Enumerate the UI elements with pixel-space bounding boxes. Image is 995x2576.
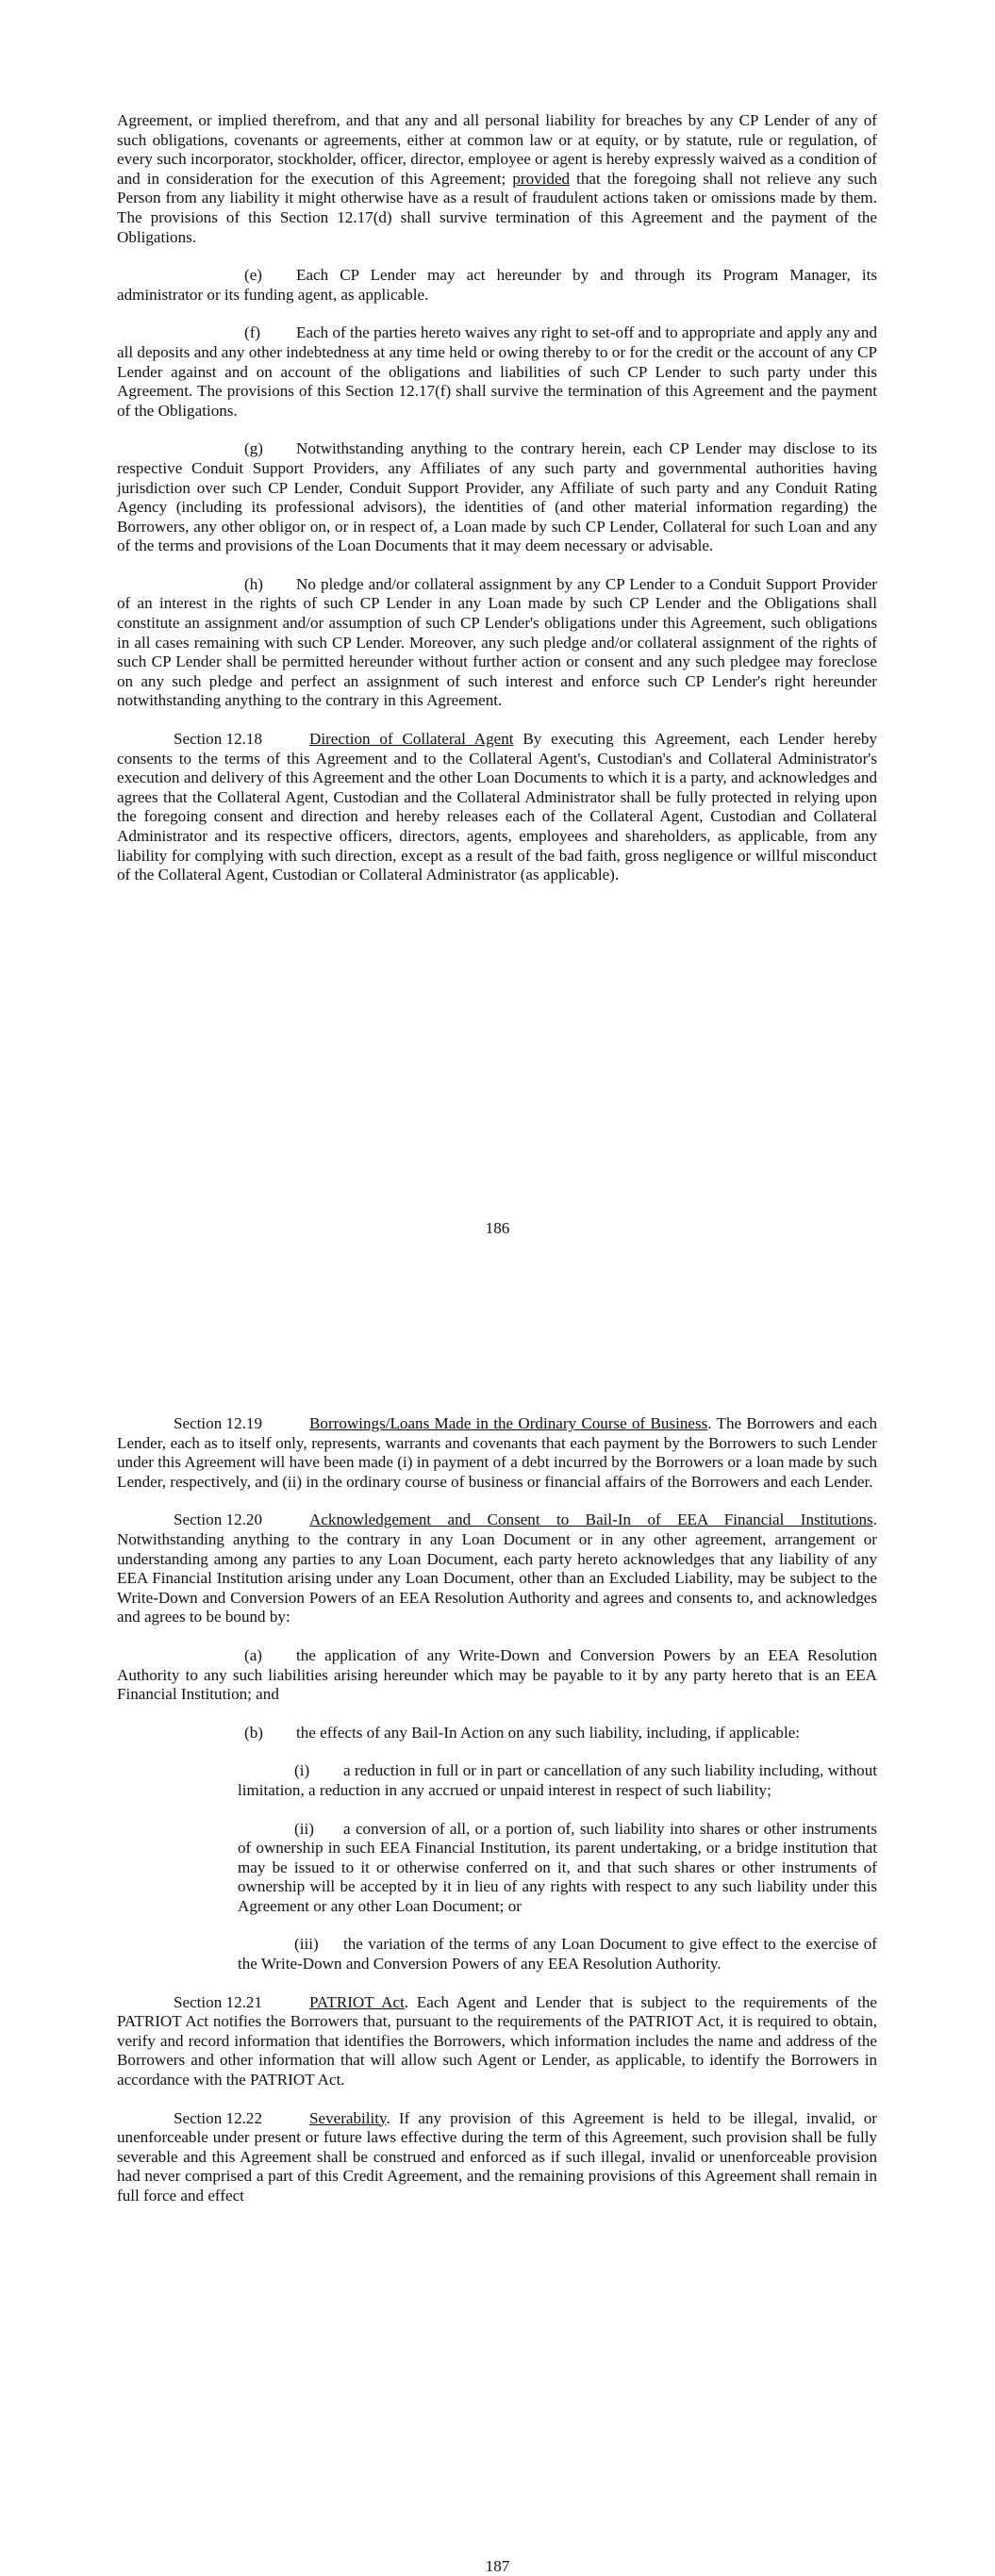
- paragraph-text: that the foregoing shall not relieve any such Person from any liability it might otherwise have as a result of fraudulent actions taken or omissions made by them. The provisions of this Section 12.17(d) shall survive termination of this Agreement and the payment of the Obligations.: [117, 169, 877, 246]
- paragraph-text: . Each Agent and Lender that is subject to the requirements of the PATRIOT Act notifies the Borrowers that, pursuant to the requirements of the PATRIOT Act, it is required to obtain, verify and record information that identifies the Borrowers, which information includes the name and address of the Borrowers and other information that will allow such Agent or Lender, as applicable, to identify the Borrowers in accordance with the PATRIOT Act.: [117, 1992, 877, 2089]
- paragraph-12-20-b-i: [117, 1761, 877, 1800]
- section-12-22: [117, 2109, 877, 2206]
- clause-label: (f): [244, 323, 261, 342]
- paragraph-text: a reduction in full or in part or cancellation of any such liability including, without limitation, a reduction in any accrued or unpaid interest in respect of such liability;: [238, 1761, 877, 1799]
- paragraph-text: . The Borrowers and each Lender, each as to itself only, represents, warrants and covenants that each payment by the Borrowers to such Lender under this Agreement will have been made (i) in payment of a debt incurred by the Borrowers or a loan made by such Lender, respectively, and (ii) in the ordinary course of business or financial affairs of the Borrowers and each Lender.: [117, 1414, 878, 1491]
- clause-label: (h): [244, 574, 263, 593]
- clause-label: (g): [244, 439, 263, 458]
- clause-label: (e): [244, 266, 262, 285]
- paragraph-text: . Notwithstanding anything to the contrary in any Loan Document or in any other agreement, arrangement or understanding among any parties to any Loan Document, each party hereto acknowledges that any liability of any EEA Financial Institution arising under any Loan Document, other than an Excluded Liability, may be subject to the Write-Down and Conversion Powers of an EEA Resolution Authority and agrees and consents to, and acknowledges and agrees to be bound by:: [117, 1511, 877, 1627]
- paragraph-12-17-h: [117, 575, 877, 711]
- clause-label: (ii): [294, 1819, 314, 1838]
- section-12-21: [117, 1993, 877, 2090]
- page-number: 187: [485, 2557, 510, 2575]
- paragraph-text: the variation of the terms of any Loan Document to give effect to the exercise of the Write-Down and Conversion Powers of any EEA Resolution Authority.: [238, 1935, 877, 1973]
- document-page-187: [0, 1414, 995, 2574]
- document-page-186: [0, 111, 995, 1398]
- paragraph-12-17-g: [117, 439, 877, 556]
- clause-label: (a): [244, 1645, 262, 1664]
- paragraph-text: Notwithstanding anything to the contrary herein, each CP Lender may disclose to its respective Conduit Support Providers, any Affiliates of any such party and governmental authorities having jurisdiction over such CP Lender, Conduit Support Provider, any Affiliate of such party and any Conduit Rating Agency (including its professional advisors), the identities of (and other material information regarding) the Borrowers, any other obligor on, or in respect of, a Loan made by such CP Lender, Collateral for such Loan and any of the terms and provisions of the Loan Documents that it may deem necessary or advisable.: [117, 439, 877, 555]
- page-number: 186: [485, 1219, 510, 1237]
- section-title: Borrowings/Loans Made in the Ordinary Course of Business: [309, 1414, 708, 1432]
- section-label: Section 12.19: [174, 1414, 263, 1432]
- paragraph-12-20-b: [117, 1724, 877, 1743]
- paragraph-12-20-b-ii: [117, 1820, 877, 1917]
- paragraph-text: . If any provision of this Agreement is held to be illegal, invalid, or unenforceable under present or future laws effective during the term of this Agreement, such provision shall be fully severable and this Agreement shall be construed and enforced as if such illegal, invalid or unenforceable provision had never comprised a part of this Credit Agreement, and the remaining provisions of this Agreement shall remain in full force and effect: [117, 2108, 877, 2204]
- paragraph-12-20-a: [117, 1646, 877, 1705]
- section-12-19: [117, 1414, 877, 1492]
- paragraph-text: No pledge and/or collateral assignment by any CP Lender to a Conduit Support Provider of an interest in the rights of such CP Lender in any Loan made by such CP Lender and the Obligations shall constitute an assignment and/or assumption of such CP Lender's obligations under this Agreement, such obligations in all cases remaining with such CP Lender. Moreover, any such pledge and/or collateral assignment of the rights of such CP Lender shall be permitted hereunder without further action or consent and any such pledgee may foreclose on any such pledge and perfect an assignment of such interest and enforce such CP Lender's right hereunder notwithstanding anything to the contrary in this Agreement.: [117, 574, 877, 710]
- paragraph-text: the effects of any Bail-In Action on any such liability, including, if applicable:: [296, 1723, 801, 1742]
- provided-term: provided: [512, 169, 571, 188]
- clause-label: (i): [294, 1761, 310, 1780]
- clause-label: (iii): [294, 1935, 319, 1954]
- section-12-17-d-continuation: [117, 111, 877, 247]
- paragraph-text: Each of the parties hereto waives any right to set-off and to appropriate and apply any and all deposits and any other indebtedness at any time held or owing thereby to or for the credit or the account of any CP Lender against and on account of the obligations and liabilities of such CP Lender to such party under this Agreement. The provisions of this Section 12.17(f) shall survive the termination of this Agreement and the payment of the Obligations.: [117, 323, 877, 420]
- paragraph-text: By executing this Agreement, each Lender hereby consents to the terms of this Agreement and to the Collateral Agent's, Custodian's and Collateral Administrator's execution and delivery of this Agreement and the other Loan Documents to which it is a party, and acknowledges and agrees that the Collateral Agent, Custodian and the Collateral Administrator shall be fully protected in relying upon the foregoing consent and direction and hereby releases each of the Collateral Agent, Custodian and Collateral Administrator and its respective officers, directors, agents, employees and shareholders, as applicable, from any liability for complying with such direction, except as a result of the bad faith, gross negligence or willful misconduct of the Collateral Agent, Custodian or Collateral Administrator (as applicable).: [117, 730, 877, 884]
- paragraph-12-20-b-iii: [117, 1935, 877, 1973]
- clause-label: (b): [244, 1723, 263, 1742]
- paragraph-12-17-f: [117, 323, 877, 421]
- paragraph-text: Each CP Lender may act hereunder by and through its Program Manager, its administrator or its funding agent, as applicable.: [117, 266, 877, 304]
- paragraph-text: the application of any Write-Down and Conversion Powers by an EEA Resolution Authority to any such liabilities arising hereunder which may be payable to it by any party hereto that is an EEA Financial Institution; and: [117, 1645, 877, 1704]
- section-12-20: [117, 1511, 877, 1627]
- section-label: Section 12.21: [174, 1992, 263, 2011]
- section-title: PATRIOT Act: [309, 1992, 405, 2011]
- paragraph-text: Agreement, or implied therefrom, and that any and all personal liability for breaches by any CP Lender of any of such obligations, covenants or agreements, either at common law or at equity, or by statute, rule or regulation, of every such incorporator, stockholder, officer, director, employee or agent is hereby expressly waived as a condition of and in consideration for the execution of this Agreement;: [117, 111, 877, 188]
- section-title: Direction of Collateral Agent: [309, 730, 514, 749]
- section-title: Acknowledgement and Consent to Bail-In of EEA Financial Institutions: [309, 1511, 873, 1529]
- paragraph-12-17-e: [117, 266, 877, 305]
- paragraph-text: a conversion of all, or a portion of, such liability into shares or other instruments of ownership in such EEA Financial Institution, its parent undertaking, or a bridge institution that may be issued to it or otherwise conferred on it, and that such shares or other instruments of ownership will be accepted by it in lieu of any rights with respect to any such liability under this Agreement or any other Loan Document; or: [238, 1819, 877, 1915]
- section-12-18: [117, 730, 877, 885]
- section-label: Section 12.20: [174, 1511, 263, 1529]
- section-label: Section 12.18: [174, 730, 263, 749]
- section-label: Section 12.22: [174, 2108, 263, 2127]
- section-title: Severability: [309, 2108, 387, 2127]
